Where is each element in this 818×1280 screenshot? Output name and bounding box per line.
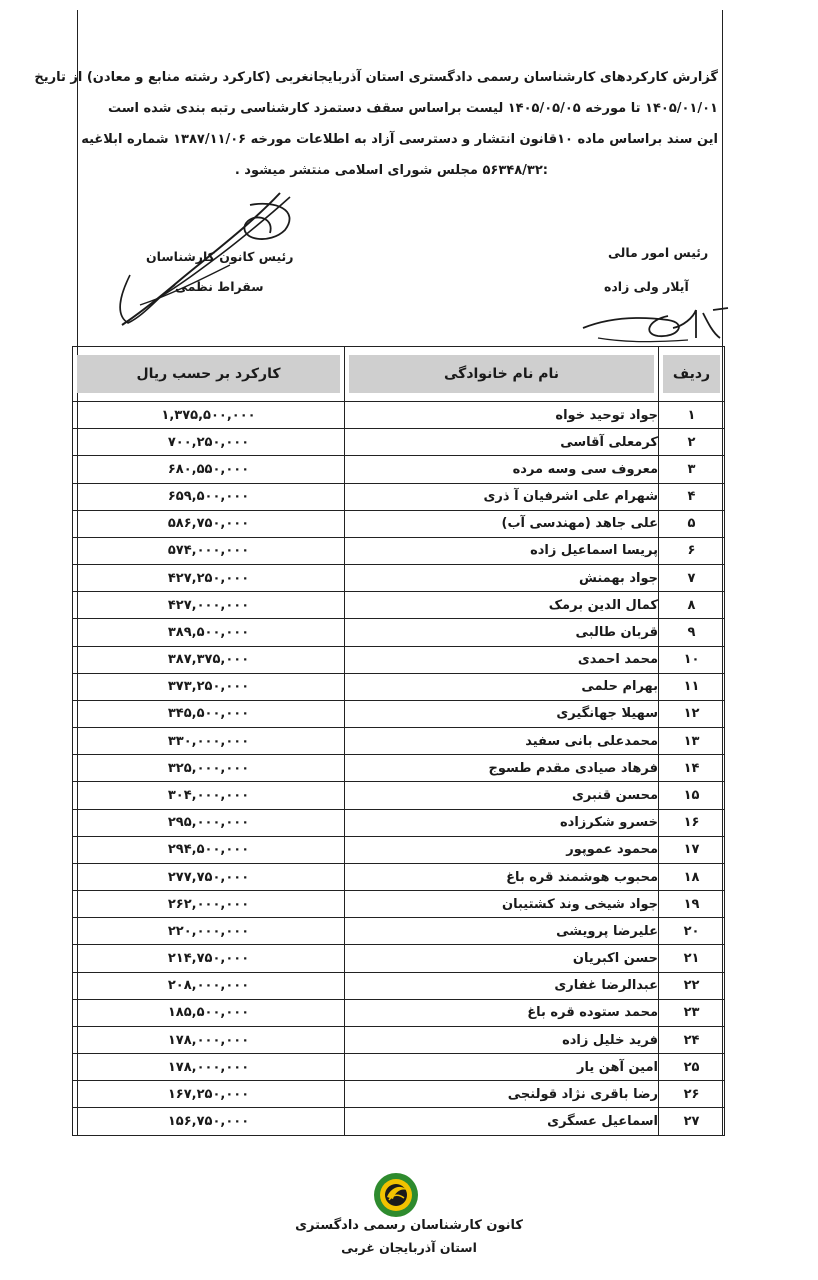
table-row: [73, 456, 725, 483]
row-name: عبدالرضا غفاری: [345, 972, 659, 999]
intro-line-4: :۵۶۳۴۸/۳۲ مجلس شورای اسلامی منتشر میشود .: [234, 163, 548, 178]
header-index: ردیف: [659, 347, 725, 402]
row-index: ۲: [659, 429, 725, 456]
row-index: ۱۳: [659, 728, 725, 755]
row-name: محمد ستوده قره باغ: [345, 999, 659, 1026]
row-amount: ۵۷۴,۰۰۰,۰۰۰: [73, 537, 345, 564]
row-name: کمال الدین برمک: [345, 592, 659, 619]
intro-line-1: گزارش کارکردهای کارشناسان رسمی دادگستری استان آذربایجانغربی (کارکرد رشته منابع و معادن) از تاریخ: [34, 70, 718, 85]
row-amount: ۲۲۰,۰۰۰,۰۰۰: [73, 918, 345, 945]
row-amount: ۱۵۶,۷۵۰,۰۰۰: [73, 1108, 345, 1136]
row-index: ۲۵: [659, 1054, 725, 1081]
row-index: ۲۷: [659, 1108, 725, 1136]
president-name: سقراط نظمی: [175, 279, 264, 294]
finance-title: رئیس امور مالی: [608, 245, 709, 260]
president-title: رئیس کانون کارشناسان: [146, 249, 294, 264]
row-amount: ۲۷۷,۷۵۰,۰۰۰: [73, 863, 345, 890]
row-amount: ۳۳۰,۰۰۰,۰۰۰: [73, 728, 345, 755]
table-row: [73, 972, 725, 999]
table-row: [73, 1026, 725, 1053]
table-row: [73, 429, 725, 456]
table-row: [73, 537, 725, 564]
row-amount: ۲۱۴,۷۵۰,۰۰۰: [73, 945, 345, 972]
row-name: جواد توحید خواه: [345, 402, 659, 429]
row-name: فرهاد صیادی مقدم طسوج: [345, 755, 659, 782]
table-row: [73, 646, 725, 673]
row-amount: ۲۹۴,۵۰۰,۰۰۰: [73, 836, 345, 863]
table-row: [73, 483, 725, 510]
table-row: [73, 809, 725, 836]
table-header-row: [73, 347, 725, 402]
table-row: [73, 863, 725, 890]
row-name: محمد احمدی: [345, 646, 659, 673]
row-amount: ۱۶۷,۲۵۰,۰۰۰: [73, 1081, 345, 1108]
row-index: ۹: [659, 619, 725, 646]
table-row: [73, 755, 725, 782]
row-index: ۷: [659, 565, 725, 592]
row-name: کرمعلی آقاسی: [345, 429, 659, 456]
table-row: [73, 1054, 725, 1081]
row-amount: ۷۰۰,۲۵۰,۰۰۰: [73, 429, 345, 456]
header-amount: کارکرد بر حسب ریال: [73, 347, 345, 402]
row-index: ۲۱: [659, 945, 725, 972]
row-index: ۱۹: [659, 891, 725, 918]
row-index: ۳: [659, 456, 725, 483]
row-name: محسن قنبری: [345, 782, 659, 809]
experts-table: [72, 346, 725, 1136]
row-index: ۸: [659, 592, 725, 619]
row-name: علی جاهد (مهندسی آب): [345, 510, 659, 537]
row-name: حسن اکبریان: [345, 945, 659, 972]
table-row: [73, 918, 725, 945]
row-index: ۲۴: [659, 1026, 725, 1053]
table-row: [73, 700, 725, 727]
table-row: [73, 673, 725, 700]
intro-line-3: این سند براساس ماده ۱۰قانون انتشار و دسترسی آزاد به اطلاعات مورخه ۱۳۸۷/۱۱/۰۶ شماره ابلاغیه: [81, 132, 718, 147]
row-index: ۶: [659, 537, 725, 564]
row-amount: ۳۲۵,۰۰۰,۰۰۰: [73, 755, 345, 782]
row-amount: ۳۷۳,۲۵۰,۰۰۰: [73, 673, 345, 700]
row-amount: ۳۸۷,۳۷۵,۰۰۰: [73, 646, 345, 673]
row-amount: ۱,۳۷۵,۵۰۰,۰۰۰: [73, 402, 345, 429]
row-name: سهیلا جهانگیری: [345, 700, 659, 727]
table-row: [73, 891, 725, 918]
finance-name: آیلار ولی زاده: [604, 279, 689, 294]
table-row: [73, 619, 725, 646]
row-index: ۱۲: [659, 700, 725, 727]
table-row: [73, 1108, 725, 1136]
organization-province: استان آذربایجان غربی: [341, 1240, 477, 1255]
row-index: ۱۱: [659, 673, 725, 700]
row-amount: ۴۲۷,۲۵۰,۰۰۰: [73, 565, 345, 592]
row-index: ۱: [659, 402, 725, 429]
row-name: بهرام حلمی: [345, 673, 659, 700]
row-name: محمود عموپور: [345, 836, 659, 863]
row-name: اسماعیل عسگری: [345, 1108, 659, 1136]
intro-line-2: ۱۴۰۵/۰۱/۰۱ تا مورخه ۱۴۰۵/۰۵/۰۵ لیست براساس سقف دستمزد کارشناسی رتبه بندی شده است: [107, 101, 718, 116]
row-name: پریسا اسماعیل زاده: [345, 537, 659, 564]
row-index: ۲۶: [659, 1081, 725, 1108]
row-name: رضا باقری نژاد قولنجی: [345, 1081, 659, 1108]
organization-logo: [373, 1172, 419, 1218]
row-index: ۱۰: [659, 646, 725, 673]
row-amount: ۳۰۴,۰۰۰,۰۰۰: [73, 782, 345, 809]
row-amount: ۲۰۸,۰۰۰,۰۰۰: [73, 972, 345, 999]
row-amount: ۳۴۵,۵۰۰,۰۰۰: [73, 700, 345, 727]
row-amount: ۲۹۵,۰۰۰,۰۰۰: [73, 809, 345, 836]
row-name: شهرام علی اشرفیان آ ذری: [345, 483, 659, 510]
row-index: ۴: [659, 483, 725, 510]
row-amount: ۶۸۰,۵۵۰,۰۰۰: [73, 456, 345, 483]
row-index: ۵: [659, 510, 725, 537]
table-row: [73, 402, 725, 429]
report-intro: [34, 62, 718, 186]
row-name: معروف سی وسه مرده: [345, 456, 659, 483]
row-amount: ۳۸۹,۵۰۰,۰۰۰: [73, 619, 345, 646]
row-index: ۱۶: [659, 809, 725, 836]
row-index: ۱۸: [659, 863, 725, 890]
table-row: [73, 728, 725, 755]
table-row: [73, 510, 725, 537]
row-name: محمدعلی بانی سفید: [345, 728, 659, 755]
row-amount: ۱۷۸,۰۰۰,۰۰۰: [73, 1054, 345, 1081]
table-row: [73, 1081, 725, 1108]
organization-name: کانون کارشناسان رسمی دادگستری: [295, 1218, 523, 1233]
row-name: فرید خلیل زاده: [345, 1026, 659, 1053]
row-name: محبوب هوشمند قره باغ: [345, 863, 659, 890]
row-index: ۲۲: [659, 972, 725, 999]
table-row: [73, 999, 725, 1026]
row-name: جواد بهمنش: [345, 565, 659, 592]
header-name: نام نام خانوادگی: [345, 347, 659, 402]
row-amount: ۵۸۶,۷۵۰,۰۰۰: [73, 510, 345, 537]
row-name: امین آهن یار: [345, 1054, 659, 1081]
row-name: خسرو شکرزاده: [345, 809, 659, 836]
table-row: [73, 565, 725, 592]
row-name: جواد شیخی وند کشتیبان: [345, 891, 659, 918]
table-row: [73, 592, 725, 619]
row-index: ۱۴: [659, 755, 725, 782]
row-name: قربان طالبی: [345, 619, 659, 646]
row-amount: ۱۸۵,۵۰۰,۰۰۰: [73, 999, 345, 1026]
row-amount: ۶۵۹,۵۰۰,۰۰۰: [73, 483, 345, 510]
table-row: [73, 836, 725, 863]
row-index: ۱۷: [659, 836, 725, 863]
row-index: ۲۰: [659, 918, 725, 945]
row-name: علیرضا پرویشی: [345, 918, 659, 945]
table-row: [73, 782, 725, 809]
row-amount: ۱۷۸,۰۰۰,۰۰۰: [73, 1026, 345, 1053]
row-amount: ۲۶۲,۰۰۰,۰۰۰: [73, 891, 345, 918]
row-amount: ۴۲۷,۰۰۰,۰۰۰: [73, 592, 345, 619]
table-row: [73, 945, 725, 972]
row-index: ۲۳: [659, 999, 725, 1026]
row-index: ۱۵: [659, 782, 725, 809]
